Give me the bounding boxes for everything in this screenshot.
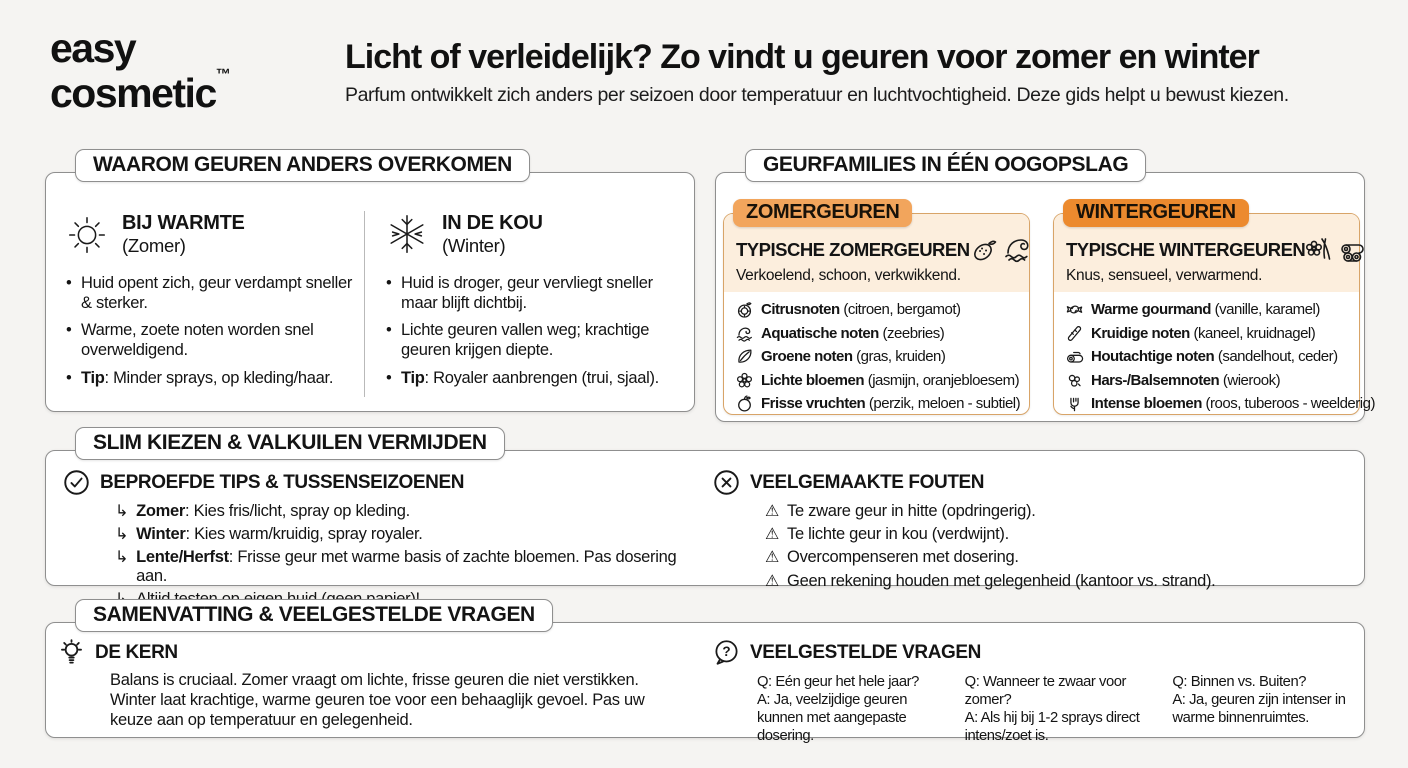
arrow-icon: ↳ bbox=[115, 503, 129, 520]
warm-titles bbox=[122, 212, 245, 257]
winter-heading: TYPISCHE WINTERGEUREN bbox=[1066, 239, 1306, 260]
list-item: • Lichte geuren vallen weg; krachtige geuren krijgen diepte. bbox=[384, 320, 674, 360]
lightbulb-icon bbox=[58, 639, 85, 666]
cold-bullets bbox=[384, 273, 674, 388]
winter-list bbox=[1054, 292, 1375, 424]
cold-column bbox=[384, 211, 674, 395]
summer-subtitle: Verkoelend, schoon, verkwikkend. bbox=[736, 267, 961, 284]
logs-icon bbox=[1338, 235, 1368, 265]
list-item: • Huid opent zich, geur verdampt sneller & sterker. bbox=[64, 273, 354, 313]
brand-logo bbox=[50, 25, 231, 116]
list-item: ↳ Zomer: Kies fris/licht, spray op kleding. bbox=[115, 502, 410, 520]
list-item: • Warme, zoete noten worden snel overweldigend. bbox=[64, 320, 354, 360]
list-item: Kruidige noten (kaneel, kruidnagel) bbox=[1065, 324, 1348, 343]
core-heading: DE KERN bbox=[95, 641, 178, 663]
list-item: ⚠ Te zware geur in hitte (opdringerig). bbox=[765, 502, 1036, 520]
warm-column bbox=[64, 211, 354, 395]
mistakes-column bbox=[713, 469, 1353, 595]
list-item: Citrusnoten (citroen, bergamot) bbox=[735, 300, 1018, 319]
faq-header bbox=[713, 639, 1358, 666]
faq-answer: A: Ja, veelzijdige geuren kunnen met aangepaste dosering. bbox=[757, 692, 907, 745]
mistakes-list bbox=[713, 502, 1353, 591]
core-header bbox=[58, 639, 698, 666]
cold-season: (Winter) bbox=[442, 234, 506, 256]
summer-heading-icons bbox=[970, 235, 1033, 265]
faq-item bbox=[965, 673, 1151, 745]
faq-question: Q: Wanneer te zwaar voor zomer? bbox=[964, 674, 1127, 709]
summer-tab: ZOMERGEUREN bbox=[733, 199, 912, 227]
core-text: Balans is cruciaal. Zomer vraagt om lichte, frisse geuren die niet verstikken. Winter laat krachtige, warme geuren toe voor een behaaglijk gevoel. Pas uw keuze aan op temperatuur en gelegenheid. bbox=[110, 671, 645, 729]
warning-icon: ⚠ bbox=[765, 572, 780, 590]
summer-card bbox=[723, 201, 1030, 415]
warning-icon: ⚠ bbox=[765, 526, 780, 544]
section-summary-title: SAMENVATTING & VEELGESTELDE VRAGEN bbox=[75, 599, 553, 632]
leaf-icon bbox=[735, 347, 754, 366]
faq-item bbox=[1172, 673, 1358, 745]
big-wave-icon bbox=[1003, 235, 1033, 265]
faq-item bbox=[757, 673, 943, 745]
winter-subtitle: Knus, sensueel, verwarmend. bbox=[1066, 267, 1263, 284]
faq-items bbox=[757, 673, 1358, 745]
cold-titles bbox=[442, 212, 543, 257]
faq-heading: VEELGESTELDE VRAGEN bbox=[750, 641, 981, 663]
list-item: ↳ Lente/Herfst: Frisse geur met warme basis of zachte bloemen. Pas dosering aan. bbox=[115, 548, 677, 586]
cold-header bbox=[384, 211, 674, 257]
list-item: ⚠ Geen rekening houden met gelegenheid (kantoor vs. strand). bbox=[765, 571, 1216, 590]
list-item: • Tip: Royaler aanbrengen (trui, sjaal). bbox=[384, 368, 674, 388]
section-families-title: GEURFAMILIES IN ÉÉN OOGOPSLAG bbox=[745, 149, 1146, 182]
section-tips-title: SLIM KIEZEN & VALKUILEN VERMIJDEN bbox=[75, 427, 505, 460]
tips-list bbox=[63, 502, 703, 609]
faq-answer: A: Ja, geuren zijn intenser in warme binnenruimtes. bbox=[1172, 692, 1346, 727]
lemon-icon bbox=[970, 236, 998, 264]
warning-icon: ⚠ bbox=[765, 503, 780, 520]
list-item: ⚠ Te lichte geur in kou (verdwijnt). bbox=[765, 525, 1009, 544]
winter-tab: WINTERGEUREN bbox=[1063, 199, 1249, 227]
list-item: Warme gourmand (vanille, karamel) bbox=[1065, 300, 1348, 319]
page-subtitle: Parfum ontwikkelt zich anders per seizoen door temperatuur en luchtvochtigheid. Deze gids helpt u bewust kiezen. bbox=[345, 84, 1289, 106]
list-item: Intense bloemen (roos, tuberoos - weelderig) bbox=[1065, 394, 1348, 413]
faq-question: Q: Eén geur het hele jaar? bbox=[757, 674, 919, 690]
winter-card bbox=[1053, 201, 1375, 415]
rose-icon bbox=[1065, 394, 1084, 413]
list-item: Lichte bloemen (jasmijn, oranjebloesem) bbox=[735, 371, 1018, 390]
warm-title: BIJ WARMTE bbox=[122, 211, 245, 234]
tips-header bbox=[63, 469, 703, 496]
tips-column bbox=[63, 469, 703, 613]
list-item: Groene noten (gras, kruiden) bbox=[735, 347, 1018, 366]
warning-icon: ⚠ bbox=[765, 549, 780, 567]
list-item: Aquatische noten (zeebries) bbox=[735, 324, 1018, 343]
mistakes-heading: VEELGEMAAKTE FOUTEN bbox=[750, 471, 985, 493]
check-circle-icon bbox=[63, 469, 90, 496]
list-item: Frisse vruchten (perzik, meloen - subtiel) bbox=[735, 394, 1018, 413]
mistakes-header bbox=[713, 469, 1353, 496]
tips-heading: BEPROEFDE TIPS & TUSSENSEIZOENEN bbox=[100, 471, 465, 493]
resin-icon bbox=[1065, 371, 1084, 390]
list-item: ⚠ Overcompenseren met dosering. bbox=[765, 548, 1019, 567]
question-bubble-icon bbox=[713, 639, 740, 666]
trademark-symbol: ™ bbox=[215, 65, 231, 83]
snowflake-icon bbox=[384, 211, 430, 257]
section-why-title: WAAROM GEUREN ANDERS OVERKOMEN bbox=[75, 149, 530, 182]
sun-icon bbox=[64, 211, 110, 257]
faq-question: Q: Binnen vs. Buiten? bbox=[1172, 674, 1307, 690]
column-divider bbox=[364, 211, 365, 397]
brand-line2: cosmetic™ bbox=[50, 65, 231, 116]
arrow-icon: ↳ bbox=[115, 549, 129, 567]
fruit-icon bbox=[735, 394, 754, 413]
section-tips-box bbox=[45, 450, 1365, 590]
list-item: Houtachtige noten (sandelhout, ceder) bbox=[1065, 347, 1348, 366]
vanilla-icon bbox=[1305, 236, 1333, 264]
brand-line1: easy bbox=[50, 25, 136, 71]
faq-column bbox=[713, 639, 1358, 745]
section-why-box bbox=[45, 172, 695, 412]
winter-heading-icons bbox=[1305, 235, 1368, 265]
warm-bullets bbox=[64, 273, 354, 388]
faq-answer: A: Als hij bij 1-2 sprays direct intens/zoet is. bbox=[964, 710, 1140, 745]
section-families-box bbox=[715, 172, 1375, 422]
section-summary-box bbox=[45, 622, 1365, 745]
list-item: • Huid is droger, geur vervliegt sneller maar blijft dichtbij. bbox=[384, 273, 674, 313]
list-item: • Tip: Minder sprays, op kleding/haar. bbox=[64, 368, 354, 388]
svg-text:?: ? bbox=[722, 644, 731, 660]
blossom-icon bbox=[735, 371, 754, 390]
list-item: ↳ Winter: Kies warm/kruidig, spray royaler. bbox=[115, 525, 423, 544]
cinnamon-icon bbox=[1065, 324, 1084, 343]
list-item: Hars-/Balsemnoten (wierook) bbox=[1065, 371, 1348, 390]
summer-list bbox=[724, 292, 1029, 424]
wave-icon bbox=[735, 324, 754, 343]
page-title: Licht of verleidelijk? Zo vindt u geuren voor zomer en winter bbox=[345, 38, 1259, 76]
core-column bbox=[58, 639, 698, 730]
summer-heading: TYPISCHE ZOMERGEUREN bbox=[736, 239, 970, 260]
candy-icon bbox=[1065, 300, 1084, 319]
citrus-icon bbox=[735, 300, 754, 319]
warm-header bbox=[64, 211, 354, 257]
cold-title: IN DE KOU bbox=[442, 211, 543, 234]
x-circle-icon bbox=[713, 469, 740, 496]
warm-season: (Zomer) bbox=[122, 234, 186, 256]
wood-icon bbox=[1065, 347, 1084, 366]
arrow-icon: ↳ bbox=[115, 526, 129, 544]
